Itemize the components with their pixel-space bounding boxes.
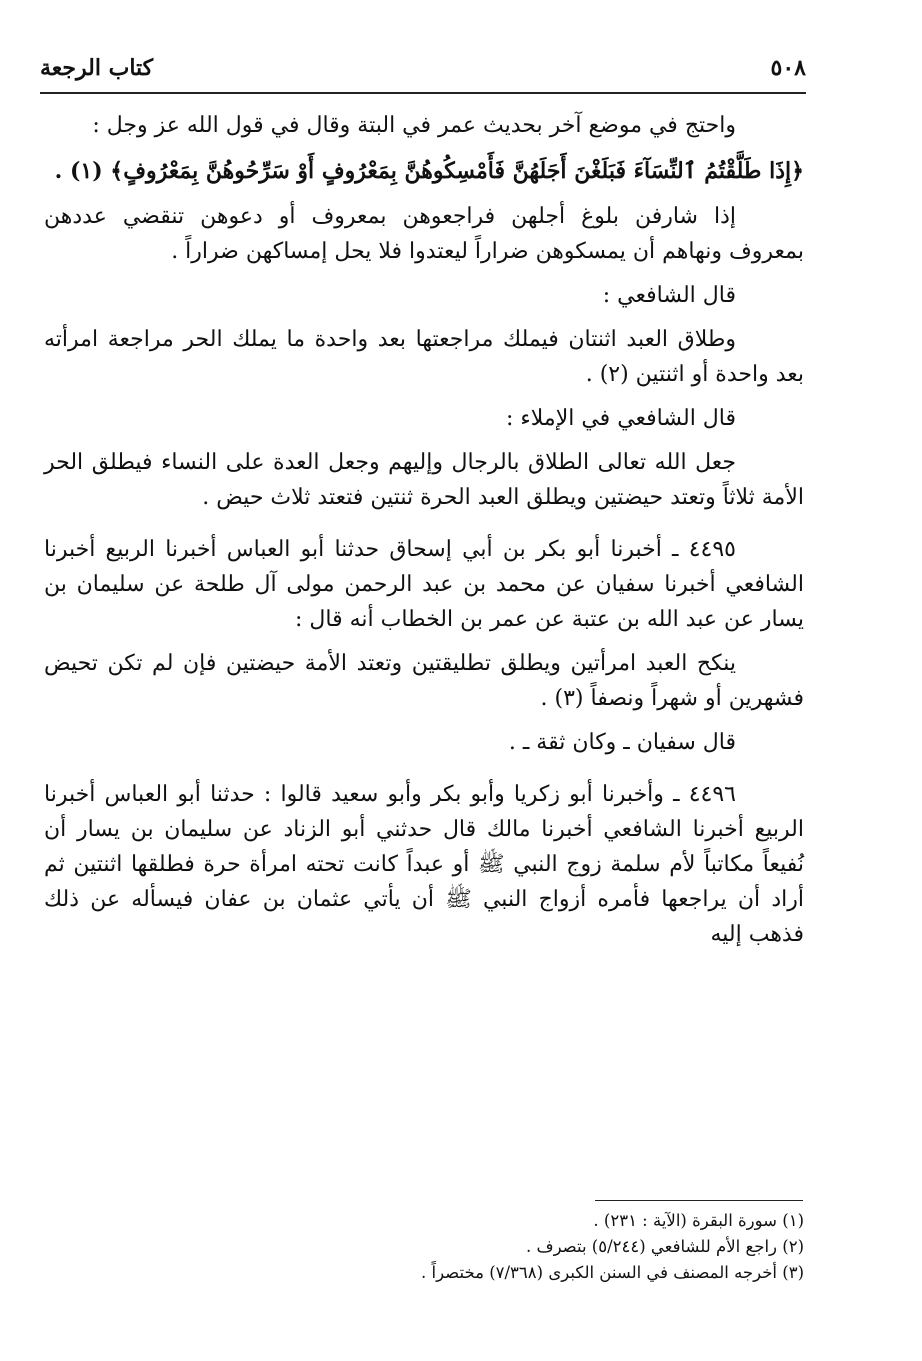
paragraph-heading: قال الشافعي : <box>602 283 736 308</box>
paragraph: واحتج في موضع آخر بحديث عمر في البتة وقال في قول الله عز وجل : <box>92 113 736 138</box>
hadith-4496: ٤٤٩٦ ـ وأخبرنا أبو زكريا وأبو بكر وأبو سعيد قالوا : حدثنا أبو العباس أخبرنا الربيع أخبرنا الشافعي أخبرنا مالك قال حدثني أبو الزناد عن سليمان بن يسار أن نُفيعاً مكاتباً لأم سلمة زوج النبي ﷺ أو عبداً كانت تحته امرأة حرة فطلقها اثنتين ثم أراد أن يراجعها فأمره أزواج النبي ﷺ أن يأتي عثمان بن عفان فيسأله عن ذلك فذهب إليه <box>44 782 804 947</box>
main-text <box>44 108 804 961</box>
page-number: ٥٠٨ <box>770 55 806 81</box>
page-header <box>40 48 806 88</box>
quran-verse: ﴿إِذَا طَلَّقْتُمُ ٱلنِّسَآءَ فَبَلَغْنَ أَجَلَهُنَّ فَأَمْسِكُوهُنَّ بِمَعْرُوفٍ أَوْ سَرِّحُوهُنَّ بِمَعْرُوفٍ﴾ (١) . <box>54 158 804 184</box>
header-divider <box>40 92 806 94</box>
section-gap <box>44 769 804 777</box>
paragraph: وطلاق العبد اثنتان فيملك مراجعتها بعد واحدة ما يملك الحر مراجعة امرأته بعد واحدة أو اثنتين (٢) . <box>44 327 804 387</box>
footnote: (٣) أخرجه المصنف في السنن الكبرى (٧/٣٦٨) مختصراً . <box>421 1263 804 1282</box>
footnotes <box>44 1208 804 1286</box>
footnote-divider <box>595 1200 803 1201</box>
paragraph: قال سفيان ـ وكان ثقة ـ . <box>508 730 736 755</box>
footnote: (١) سورة البقرة (الآية : ٢٣١) . <box>593 1211 804 1230</box>
paragraph: جعل الله تعالى الطلاق بالرجال وإليهم وجعل العدة على النساء فيطلق الحر الأمة ثلاثاً وتعتد حيضتين ويطلق العبد الحرة ثنتين فتعتد ثلاث حيض . <box>44 450 804 510</box>
paragraph: ينكح العبد امرأتين ويطلق تطليقتين وتعتد الأمة حيضتين فإن لم تكن تحيض فشهرين أو شهراً ونصفاً (٣) . <box>44 651 804 711</box>
running-title: كتاب الرجعة <box>40 55 154 81</box>
paragraph: إذا شارفن بلوغ أجلهن فراجعوهن بمعروف أو دعوهن تنقضي عددهن بمعروف ونهاهم أن يمسكوهن ضراراً ليعتدوا فلا يحل إمساكهن ضراراً . <box>44 204 804 264</box>
hadith-4495: ٤٤٩٥ ـ أخبرنا أبو بكر بن أبي إسحاق حدثنا أبو العباس أخبرنا الربيع أخبرنا الشافعي أخبرنا سفيان عن محمد بن عبد الرحمن مولى آل طلحة عن سليمان بن يسار عن عبد الله بن عتبة عن عمر بن الخطاب أنه قال : <box>44 537 804 632</box>
paragraph-heading: قال الشافعي في الإملاء : <box>506 406 736 431</box>
section-gap <box>44 524 804 532</box>
footnote: (٢) راجع الأم للشافعي (٥/٢٤٤) بتصرف . <box>525 1237 804 1256</box>
